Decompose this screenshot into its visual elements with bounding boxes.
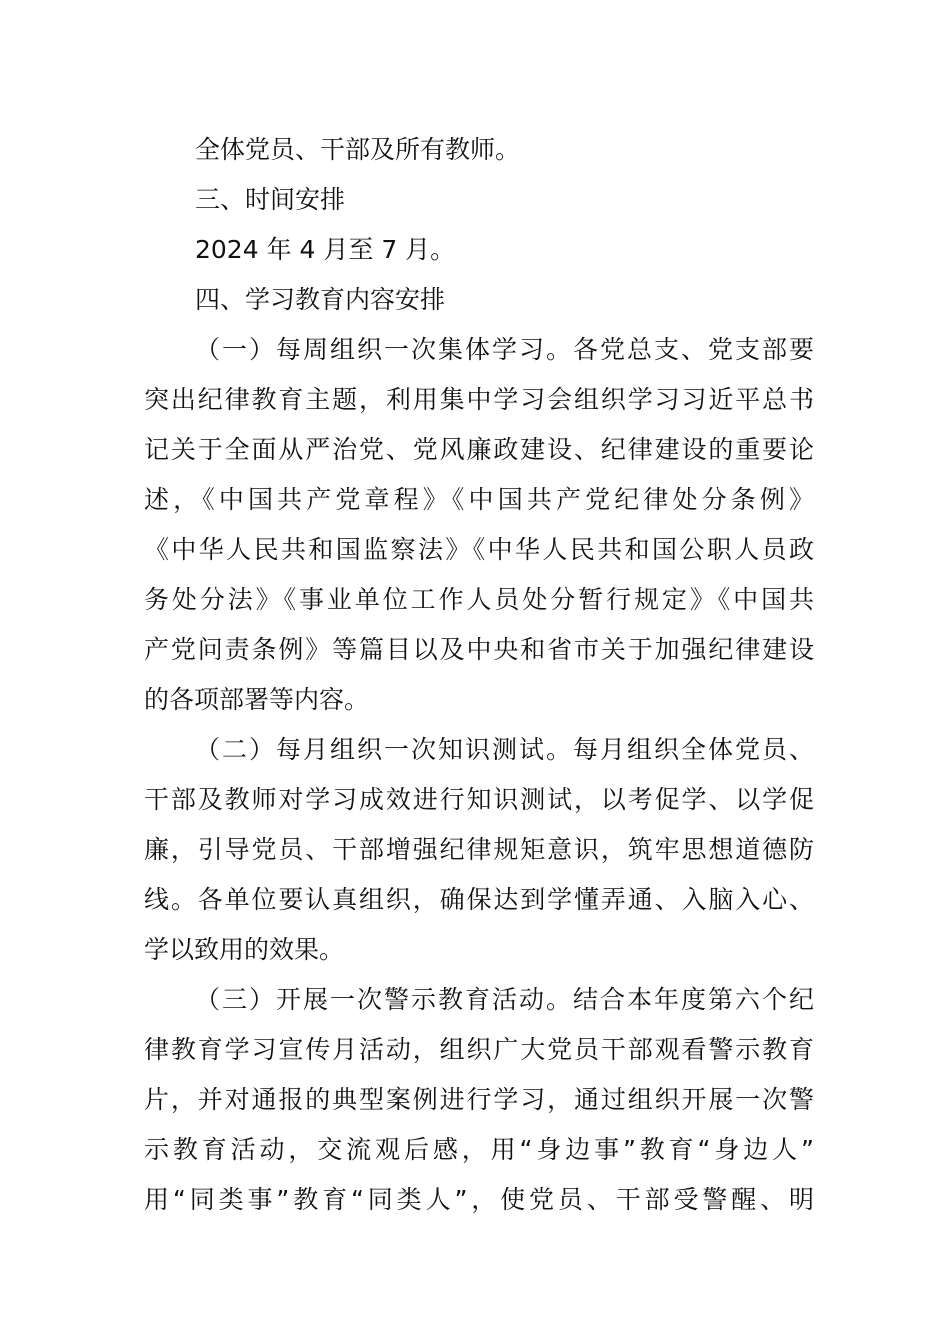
text-line: 全体党员、干部及所有教师。 xyxy=(195,135,521,164)
paragraph-line: 《中华人民共和国监察法》《中华人民共和国公职人员政 xyxy=(144,535,814,564)
section-heading: 四、学习教育内容安排 xyxy=(195,285,446,314)
text-line: 2024 年 4 月至 7 月。 xyxy=(195,235,456,264)
paragraph-line: 片，并对通报的典型案例进行学习，通过组织开展一次警 xyxy=(144,1085,814,1114)
paragraph-line: 干部及教师对学习成效进行知识测试，以考促学、以学促 xyxy=(144,785,814,814)
paragraph-line: 述，《中国共产党章程》《中国共产党纪律处分条例》 xyxy=(144,485,814,514)
paragraph-line: （二）每月组织一次知识测试。每月组织全体党员、 xyxy=(195,735,814,764)
paragraph-line: 用“同类事”教育“同类人”，使党员、干部受警醒、明 xyxy=(144,1185,814,1214)
paragraph-line: （一）每周组织一次集体学习。各党总支、党支部要 xyxy=(195,335,814,364)
section-heading: 三、时间安排 xyxy=(195,185,346,214)
paragraph-line: 示教育活动，交流观后感，用“身边事”教育“身边人” xyxy=(144,1135,814,1164)
paragraph-line: 产党问责条例》等篇目以及中央和省市关于加强纪律建设 xyxy=(144,635,814,664)
paragraph-line: 律教育学习宣传月活动，组织广大党员干部观看警示教育 xyxy=(144,1035,814,1064)
paragraph-line: 突出纪律教育主题，利用集中学习会组织学习习近平总书 xyxy=(144,385,814,414)
paragraph-line: 的各项部署等内容。 xyxy=(144,685,370,714)
paragraph-line: 务处分法》《事业单位工作人员处分暂行规定》《中国共 xyxy=(144,585,814,614)
paragraph-line: 学以致用的效果。 xyxy=(144,935,345,964)
paragraph-line: 线。各单位要认真组织，确保达到学懂弄通、入脑入心、 xyxy=(144,885,814,914)
paragraph-line: （三）开展一次警示教育活动。结合本年度第六个纪 xyxy=(195,985,814,1014)
paragraph-line: 廉，引导党员、干部增强纪律规矩意识，筑牢思想道德防 xyxy=(144,835,814,864)
paragraph-line: 记关于全面从严治党、党风廉政建设、纪律建设的重要论 xyxy=(144,435,814,464)
